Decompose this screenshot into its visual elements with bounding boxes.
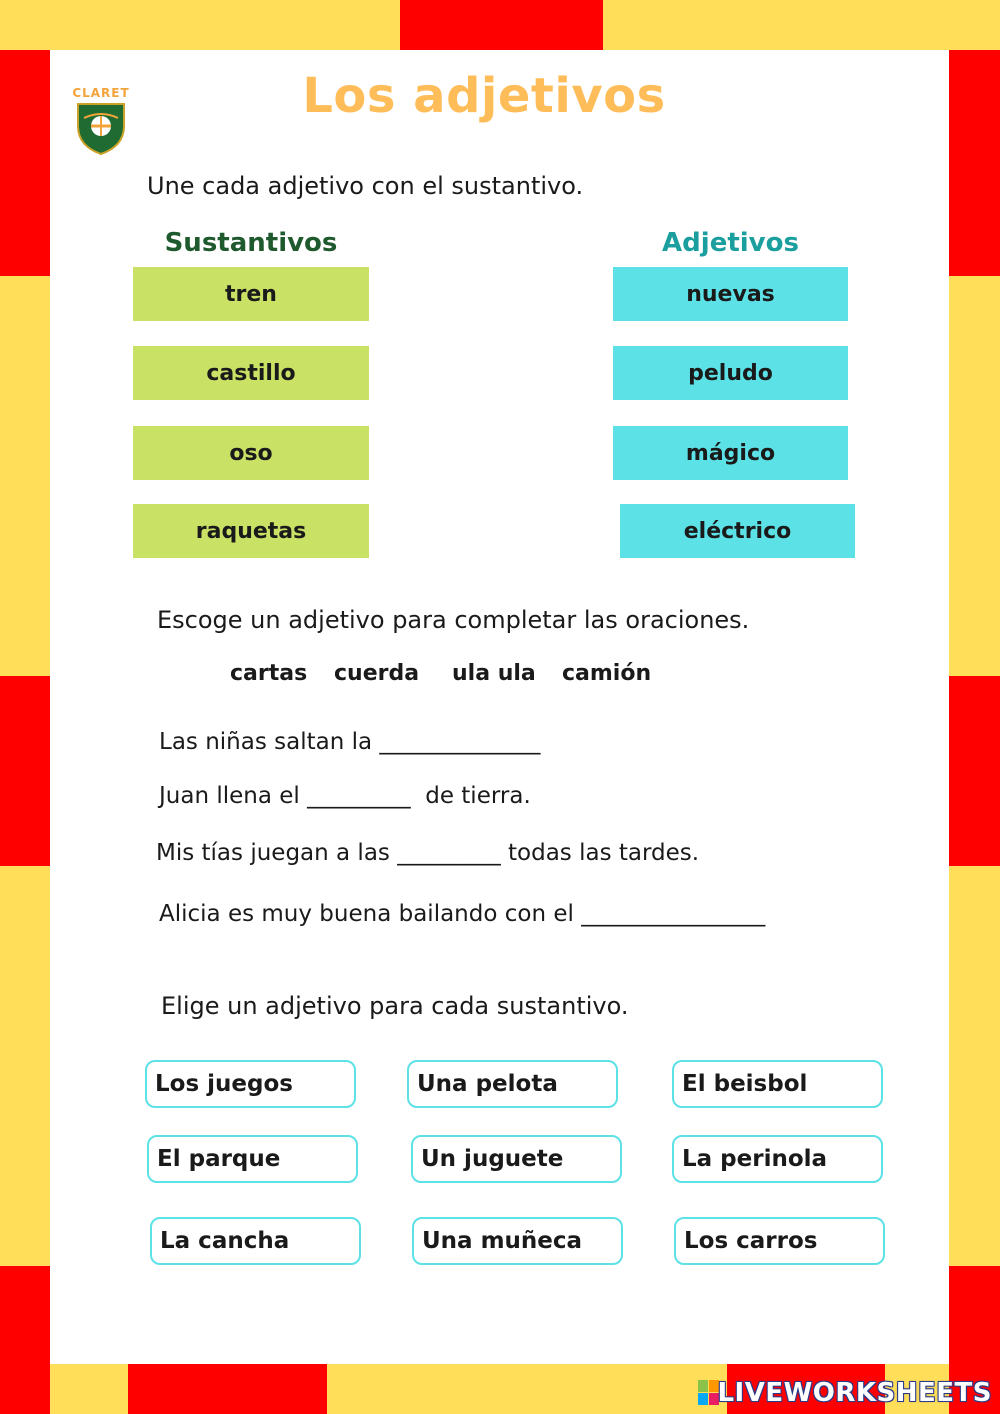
frame-red-top — [400, 0, 603, 50]
noun-answer-box[interactable]: El parque — [147, 1135, 358, 1183]
noun-answer-box[interactable]: Una pelota — [407, 1060, 618, 1108]
adjective-box[interactable]: mágico — [613, 426, 848, 480]
noun-answer-box[interactable]: Un juguete — [411, 1135, 622, 1183]
word-bank-item: ula ula — [452, 661, 536, 686]
word-bank-item: cuerda — [334, 661, 420, 686]
adjective-box[interactable]: eléctrico — [620, 504, 855, 558]
instruction-complete: Escoge un adjetivo para completar las oraciones. — [157, 606, 750, 634]
noun-answer-box[interactable]: La cancha — [150, 1217, 361, 1265]
noun-box[interactable]: raquetas — [133, 504, 369, 558]
frame-red-left-2 — [0, 676, 50, 866]
instruction-match: Une cada adjetivo con el sustantivo. — [147, 172, 584, 200]
noun-answer-box[interactable]: La perinola — [672, 1135, 883, 1183]
sentence-1[interactable]: Las niñas saltan la ______________ — [159, 729, 541, 755]
adjective-box[interactable]: peludo — [613, 346, 848, 400]
noun-answer-box[interactable]: Una muñeca — [412, 1217, 623, 1265]
liveworksheets-brand[interactable]: LIVEWORKSHEETS — [717, 1378, 992, 1408]
frame-red-left-3 — [0, 1266, 50, 1414]
sentence-4[interactable]: Alicia es muy buena bailando con el ________________ — [159, 901, 766, 927]
noun-answer-box[interactable]: Los carros — [674, 1217, 885, 1265]
noun-box[interactable]: oso — [133, 426, 369, 480]
sentence-2[interactable]: Juan llena el _________ de tierra. — [159, 783, 531, 809]
page-title: Los adjetivos — [302, 68, 666, 124]
adjectives-header: Adjetivos — [662, 228, 799, 258]
frame-red-bottom-1 — [128, 1364, 327, 1414]
word-bank-item: camión — [562, 661, 652, 686]
noun-answer-box[interactable]: El beisbol — [672, 1060, 883, 1108]
adjective-box[interactable]: nuevas — [613, 267, 848, 321]
frame-red-right-2 — [949, 676, 1000, 866]
logo-text: CLARET — [72, 86, 130, 100]
noun-box[interactable]: tren — [133, 267, 369, 321]
noun-box[interactable]: castillo — [133, 346, 369, 400]
word-bank-item: cartas — [230, 661, 308, 686]
nouns-header: Sustantivos — [164, 228, 338, 258]
instruction-choose: Elige un adjetivo para cada sustantivo. — [161, 992, 629, 1020]
sentence-3[interactable]: Mis tías juegan a las _________ todas las tardes. — [156, 840, 700, 866]
noun-answer-box[interactable]: Los juegos — [145, 1060, 356, 1108]
